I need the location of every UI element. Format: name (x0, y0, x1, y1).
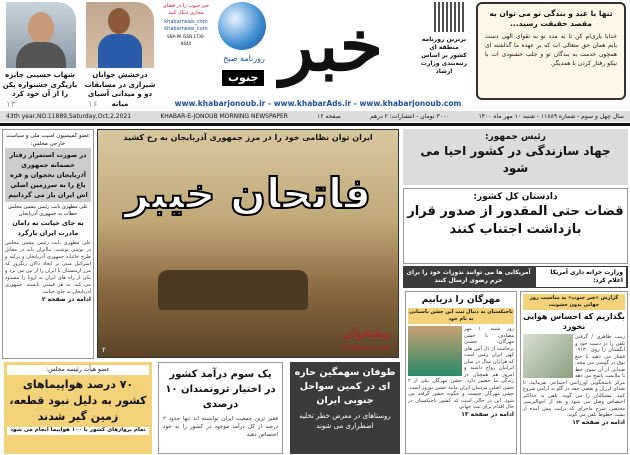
story3-headline: بگذاریم که احساس هوایی بخورد (523, 312, 625, 331)
ranking-badge: برترین روزنامه منطقه ای کشور بر اساس رتبه‌بندی وزارت ارشاد (420, 36, 468, 75)
watermark: Pishkhan.com (341, 344, 390, 352)
logo-tagline: روزنامه صبح (223, 54, 265, 63)
bottom2-headline: یک سوم درآمد کشور در اختیار ثروتمندان ۱۰ درصدی (165, 369, 276, 410)
date-en: 43th year,NO.11889,Saturday,Oct,2,2021 (6, 113, 132, 120)
lead-photo (97, 129, 399, 358)
quote-box (476, 2, 626, 100)
left-more-link[interactable]: ادامه در صفحه ۲ (41, 296, 91, 303)
story-prosecutor (403, 188, 628, 264)
story1-kicker: رئیس جمهور: (485, 132, 546, 142)
left-body: علی مطهری نایب رئیس پیشین مجلس در توئیتی نوشت: ماایران باید در مقابل طرح خائنانه جمهوری آذربایجان و ترکیه و اسرائیل مبنی بر ایجاد دالان زنگزور که مرز ارمنستان با ایران را از بین می برد و یکی از راه های ایران به اروپا را مسدود می کند، به هر قیمتی بایستد. جمهوری آذربایجان به جای خیانت (5, 240, 91, 295)
story3-kicker: گزارش «خبر جنوب» به مناسبت روز جهانی بدون خشونت (523, 294, 625, 310)
paper-name-en: KHABAR-E-JONOUB MORNING NEWSPAPER (160, 113, 288, 120)
bottom1-kicker: عضو هیأت رئیسه مجلس: (7, 365, 149, 375)
photo1-page: ۱۳ (6, 100, 16, 110)
story-income (158, 362, 283, 454)
ad-text: خبر جنوب را در فضای مجازی دنبال کنید (162, 3, 210, 16)
story4-kicker: تاجیکستان به دنبال ثبت این جشن باستانی به نام خود (409, 309, 513, 322)
telegram-handle[interactable]: khabarnews_com (164, 26, 208, 32)
website-urls[interactable]: www.khabarjonoub.ir - www.khabarAds.ir - www.khabarjonoub.com (174, 99, 462, 108)
date-bar (0, 111, 630, 122)
story3-body: زینب طاهری / گرفتن تلفن را در دست خود و انگشتان را روی ۰۹۱۳۰ فشار می دهید تا جیغ بوق در گوشی می پیچد. صدایی از آن سوی خط با ملایمت پاسخ می دهد مرکز پاسخگویی اورژانس اجتماعی بفرمایید. با صدای لرزان و بغضی خفه در گلو به آرامی شروع کنید. مشکلتان را می گوید، تلفن به حداکثر اختصاص وصل می شود و بعد از احوالپرسی مختصر، شرح ماجرای که برایت پیش آمده از پشت خطوط تلفن می گوید. (523, 334, 625, 418)
story-nonviolence (520, 291, 628, 454)
story4-headline: مهرگان را دریابیم (421, 295, 501, 305)
story-storm (290, 362, 400, 454)
strip-headline: آمریکایی ها می توانند نذورات خود را برای حرم رضوی ارسال کنند (406, 269, 531, 284)
story4-body: روز شنبه ۱۰ مهر مصادف با جشن مهرگان، جشنی برخاسته از دل آیین های کهن ایران زمین است که هزاران سال در میان ایرانیان رواج داشته و امروز هم همچنان در زندگی ما حضور دارد. جشن مهرگان یکی از ۲ جشن اصلی مردمان ایران مانند جشن نوروز است. جشن مهرگان چیست و چگونه جشن گرفته می شود. این در حالی است که کشور تاجیکستان در حال اقدام برای ثبت جهانی (408, 326, 514, 410)
price: ۳۰۰۰ تومان - انتشارات: ۲ درهم (369, 113, 450, 120)
lead-page: ۲ (102, 346, 106, 354)
date-fa: سال چهل و سوم - شماره ۱۱۸۸۹ - شنبه ۱۰ مهر ماه ۱۴۰۰ (478, 113, 624, 120)
tank-image (158, 270, 308, 310)
bottom3-headline: طوفان سهمگین حاره ای در کمین سواحل جنوبی ایران (294, 367, 396, 406)
story4-more-link[interactable]: ادامه در صفحه ۱۳ (461, 410, 514, 418)
logo-main: خبر (280, 4, 384, 87)
qr-code[interactable] (434, 2, 464, 32)
instagram-handle[interactable]: khabarnews_com (164, 19, 208, 25)
story2-headline: قضات حتی المقدور از صدور قرار بازداشت اجتناب کنند (407, 204, 624, 237)
bottom1-headline: ۷۰ درصد هواپیماهای کشور به دلیل نبود قطعه، زمین گیر شدند (9, 378, 147, 423)
photo2-caption: درخشش جوانان شیرازی در مسابقات دو و میدانی آسیای میانه (81, 71, 159, 109)
page-count: ۱۶ صفحه (317, 113, 341, 120)
photo-shahab-hosseini (6, 2, 76, 68)
quote-body: خدایا یاری‌ام کن تا به مدد تو به تقوای الهی دست یابم همان حق متعالی ات که بر عهده ما گذاشته ای همچون خدمت به بندگان تو و جلب خشنودی ات با نیکو رفتار کردن با همدیگر. (485, 33, 617, 67)
lead-kicker: ایران توان نظامی خود را در مرز جمهوری آذربایجان به رخ کشید (123, 133, 373, 142)
bottom3-sub: روستاهای در معرض خطر تخلیه اضطراری می شوند (299, 412, 391, 430)
left-headline: در صورت استمرار رفتار خصمانه جمهوری آذربایجان نخجوان و قره باغ را به سرزمین اصلی اش ایران باز می گردانیم (5, 148, 91, 202)
hands-photo (523, 334, 573, 378)
mehregan-illustration (408, 326, 462, 376)
left-sub-headline: به جای خیانت به دامان مادرت ایران بازگرد (12, 219, 84, 237)
lead-headline: فاتحان خیبر (124, 169, 372, 218)
story3-more-link[interactable]: ادامه در صفحه ۱۳ (572, 418, 625, 426)
logo (214, 0, 414, 98)
left-kicker: عضو کمیسیون امنیت ملی و سیاست خارجی مجلس: (6, 133, 90, 147)
issn: SNA-PA ISSN 1730-8644 (167, 34, 205, 46)
strip-label: وزارت خزانه داری آمریکا اعلام کرد: (536, 267, 626, 287)
left-sub-kicker: علی مطهری نایب رئیس پیشین مجلس خطاب به جمهوری آذربایجان (7, 204, 89, 217)
social-ad (162, 3, 210, 47)
globe-icon (218, 2, 266, 50)
photo1-caption: شهاب حسینی جایزه بازیگری جشنواره پکن را از آن خود کرد (2, 71, 78, 98)
photo-runner (86, 2, 154, 68)
photo2-page: ۱۶ (88, 100, 98, 110)
story-treasury-strip (403, 266, 628, 288)
bottom1-sub: تمام پروازهای کشور با ۱۰۰ هواپیما انجام می شود (7, 427, 149, 435)
bottom2-sub: فقیر ترین جمعیت ایران توانسته اند تنها حدود ۲ درصد از کل درآمد موجود در کشور را به خود اختصاص دهند (163, 416, 278, 438)
story-airplanes (4, 362, 152, 454)
story1-headline: جهاد سازندگی در کشور احیا می شود (420, 144, 611, 175)
story2-kicker: دادستان کل کشور: (473, 192, 558, 202)
logo-sub: جنوب (222, 70, 264, 86)
watermark-fa: پیشخوان (342, 326, 390, 341)
divider (0, 123, 630, 126)
story-president (403, 129, 628, 185)
story-mehregan (405, 291, 517, 454)
left-column-story (2, 129, 94, 359)
quote-title: تنها با عبد و بندگی تو می توان به مقصد حقیقت رسید... (489, 9, 613, 28)
